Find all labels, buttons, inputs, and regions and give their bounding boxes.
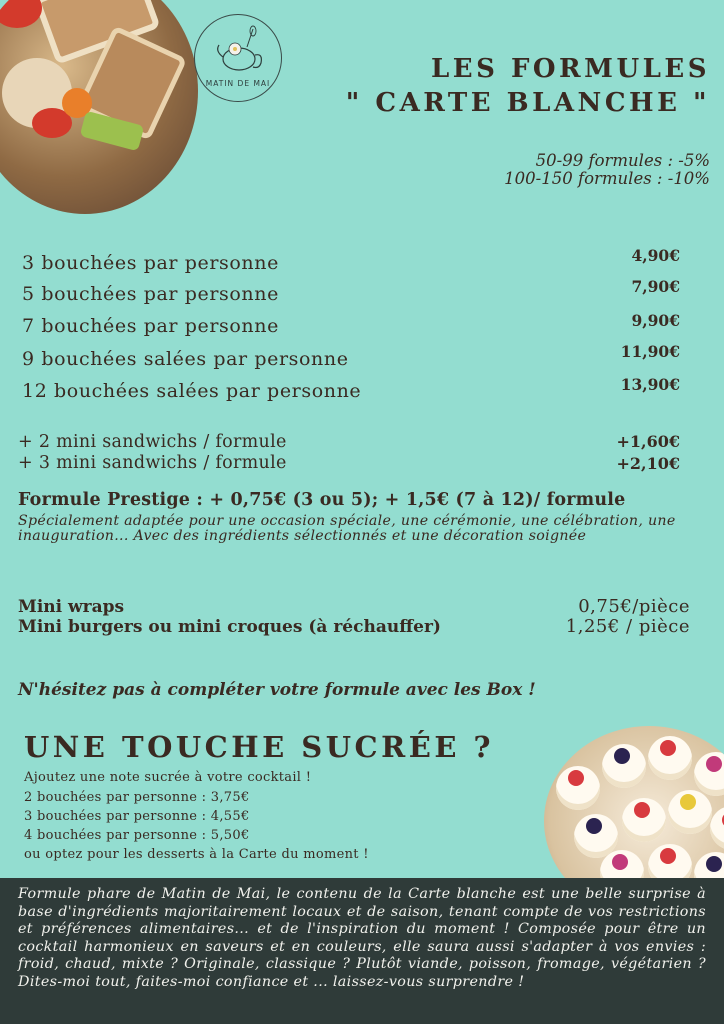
sandwich-platter-photo: [0, 0, 198, 214]
bouchees-price: 13,90€: [620, 375, 680, 394]
sweet-line: ou optez pour les desserts à la Carte du moment !: [24, 847, 369, 862]
sweet-line: 2 bouchées par personne : 3,75€: [24, 790, 250, 805]
bouchees-price: 7,90€: [631, 277, 680, 296]
piece-label: Mini burgers ou mini croques (à réchauffer): [18, 617, 441, 637]
sweet-line: Ajoutez une note sucrée à votre cocktail !: [24, 770, 312, 785]
extra-label: + 2 mini sandwichs / formule: [18, 432, 287, 452]
piece-price: 1,25€ / pièce: [565, 616, 690, 637]
logo-text: MATIN DE MAI: [205, 79, 271, 88]
bouchees-label: 5 bouchées par personne: [22, 283, 279, 305]
sweet-line: 4 bouchées par personne : 5,50€: [24, 828, 250, 843]
bouchees-price: 11,90€: [620, 342, 680, 361]
piece-price: 0,75€/pièce: [578, 596, 690, 617]
extra-label: + 3 mini sandwichs / formule: [18, 453, 287, 473]
piece-label: Mini wraps: [18, 597, 125, 617]
title-line-1: LES FORMULES: [431, 54, 710, 84]
sweet-title: UNE TOUCHE SUCRÉE ?: [24, 730, 495, 764]
discount-line: 100-150 formules : -10%: [504, 169, 710, 188]
sweet-list: [24, 768, 369, 865]
extra-price: +1,60€: [616, 432, 680, 451]
bouchees-price: 4,90€: [631, 246, 680, 265]
page-title: [346, 52, 710, 120]
sweet-line: 3 bouchées par personne : 4,55€: [24, 809, 250, 824]
prestige-title: Formule Prestige : + 0,75€ (3 ou 5); + 1,5€ (7 à 12)/ formule: [18, 490, 626, 510]
bouchees-label: 12 bouchées salées par personne: [22, 380, 362, 402]
prestige-description: Spécialement adaptée pour une occasion spéciale, une cérémonie, une célébration, une inauguration... Avec des ingrédients sélectionnés et une décoration soignée: [18, 513, 676, 544]
teapot-icon: [213, 25, 265, 77]
bouchees-label: 3 bouchées par personne: [22, 252, 279, 274]
brand-logo: [194, 14, 282, 102]
bouchees-label: 7 bouchées par personne: [22, 315, 279, 337]
volume-discounts: [504, 152, 710, 188]
bouchees-label: 9 bouchées salées par personne: [22, 348, 349, 370]
title-line-2: " CARTE BLANCHE ": [345, 88, 710, 118]
bouchees-price: 9,90€: [631, 311, 680, 330]
footer-description: Formule phare de Matin de Mai, le contenu de la Carte blanche est une belle surprise à base d'ingrédients majoritairement locaux et de saison, tenant compte de vos restrictions et préférences alimentaires... et de l'inspiration du moment ! Composée pour être un cocktail harmonieux en saveurs et en couleurs, elle saura aussi s'adapter à vos envies : froid, chaud, mixte ? Originale, classique ? Plutôt viande, poisson, fromage, végétarien ? Dites-moi tout, faites-moi confiance et ... laissez-vous surprendre !: [0, 878, 724, 1024]
box-note: N'hésitez pas à compléter votre formule avec les Box !: [18, 680, 536, 700]
discount-line: 50-99 formules : -5%: [535, 151, 710, 170]
extra-price: +2,10€: [616, 454, 680, 473]
